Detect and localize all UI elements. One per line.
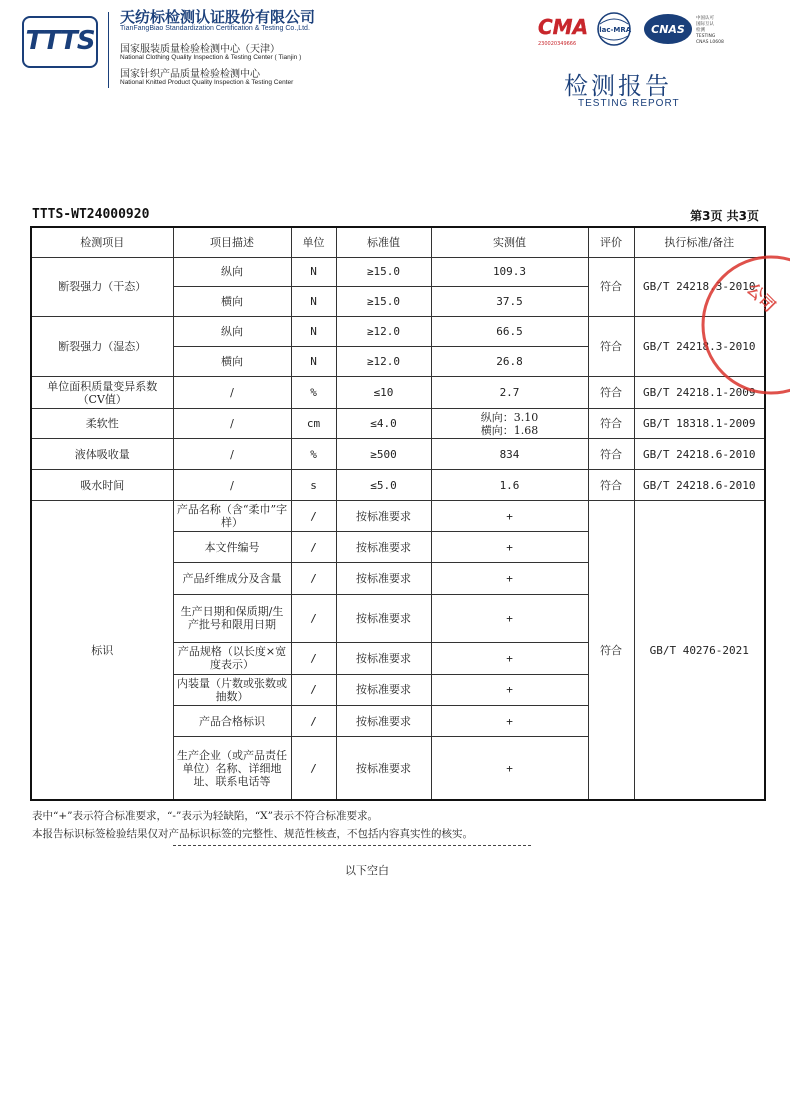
note-line: 表中“+”表示符合标准要求，“-”表示为轻缺陷，“X”表示不符合标准要求。 (32, 810, 379, 822)
value-cell: + (431, 562, 588, 594)
std-cell: 按标准要求 (336, 562, 431, 594)
header-cell: 单位 (291, 227, 336, 257)
unit-cell: / (291, 532, 336, 562)
value-cell: + (431, 674, 588, 705)
desc-cell: / (173, 470, 291, 501)
std-cell: ≤4.0 (336, 409, 431, 439)
end-marker: 以下空白 (345, 864, 389, 877)
center1-name-en: National Clothing Quality Inspection & Testing Center ( Tianjin ) (120, 54, 302, 61)
unit-cell: % (291, 376, 336, 408)
header-cell: 标准值 (336, 227, 431, 257)
value-cell: 109.3 (431, 257, 588, 286)
item-cell: 标识 (31, 501, 173, 800)
value-cell (431, 409, 588, 439)
results-table (30, 226, 766, 801)
std-cell: ≥15.0 (336, 257, 431, 286)
company-seal (696, 250, 790, 400)
unit-cell: N (291, 257, 336, 286)
center1-name-cn: 国家服装质量检验检测中心（天津） (120, 44, 280, 55)
std-cell: 按标准要求 (336, 532, 431, 562)
unit-cell: / (291, 674, 336, 705)
eval-cell: 符合 (588, 257, 634, 316)
value-cell: 2.7 (431, 376, 588, 408)
unit-cell: s (291, 470, 336, 501)
desc-cell: 横向 (173, 346, 291, 376)
item-cell: 断裂强力（干态） (31, 257, 173, 316)
value-line: 纵向：3.10 (480, 410, 539, 424)
unit-cell: / (291, 562, 336, 594)
item-cell: 单位面积质量变异系数（CV值） (31, 376, 173, 408)
desc-cell: 内装量（片数或张数或抽数） (173, 674, 291, 705)
cnas-logo (644, 14, 724, 45)
header-cell: 评价 (588, 227, 634, 257)
unit-cell: % (291, 439, 336, 470)
certification-logos (536, 12, 746, 48)
value-cell: + (431, 594, 588, 642)
desc-cell: 生产企业（或产品责任单位）名称、详细地址、联系电话等 (173, 737, 291, 800)
cnas-text-1: 中国认可 (696, 16, 714, 21)
desc-cell: 产品合格标识 (173, 706, 291, 737)
company-name-en: TianFangBiao Standardization Certification & Testing Co.,Ltd. (120, 25, 310, 32)
unit-cell: N (291, 286, 336, 316)
unit-cell: cm (291, 409, 336, 439)
std-cell: 按标准要求 (336, 594, 431, 642)
cnas-text-3: 检测 (696, 28, 705, 33)
logo-text: TTTS (25, 26, 95, 56)
table-row (31, 376, 765, 408)
header-cell: 执行标准/备注 (634, 227, 765, 257)
value-cell: + (431, 706, 588, 737)
unit-cell: / (291, 594, 336, 642)
unit-cell: / (291, 642, 336, 674)
cnas-text-2: 国际互认 (696, 22, 714, 27)
center2-name-en: National Knitted Product Quality Inspection & Testing Center (120, 79, 294, 86)
table-row (31, 409, 765, 439)
cma-text: CMA (538, 15, 589, 39)
ilac-text: ilac-MRA (596, 26, 632, 34)
table-row (31, 439, 765, 470)
report-number: TTTS-WT24000920 (32, 207, 150, 222)
cma-logo (538, 15, 588, 47)
header-cell: 项目描述 (173, 227, 291, 257)
item-cell: 液体吸收量 (31, 439, 173, 470)
unit-cell: N (291, 316, 336, 346)
company-logo (22, 16, 98, 68)
seal-text: 公司 (743, 279, 780, 316)
standard-cell: GB/T 24218.6-2010 (634, 439, 765, 470)
item-cell: 吸水时间 (31, 470, 173, 501)
unit-cell: / (291, 737, 336, 800)
eval-cell: 符合 (588, 439, 634, 470)
ilac-mra-logo (597, 13, 632, 45)
unit-cell: N (291, 346, 336, 376)
std-cell: ≥15.0 (336, 286, 431, 316)
cma-number: 230020349666 (538, 41, 577, 47)
note-line: 本报告标识标签检验结果仅对产品标识标签的完整性、规范性核查，不包括内容真实性的核实。 (32, 828, 473, 840)
desc-cell: 纵向 (173, 316, 291, 346)
std-cell: ≥12.0 (336, 346, 431, 376)
desc-cell: / (173, 409, 291, 439)
cnas-text: CNAS (651, 23, 685, 36)
standard-cell: GB/T 24218.1-2009 (634, 376, 765, 408)
std-cell: 按标准要求 (336, 737, 431, 800)
eval-cell: 符合 (588, 470, 634, 501)
unit-cell: / (291, 501, 336, 532)
desc-cell: 产品名称（含“柔巾”字样） (173, 501, 291, 532)
desc-cell: 产品纤维成分及含量 (173, 562, 291, 594)
value-cell: 834 (431, 439, 588, 470)
desc-cell: 横向 (173, 286, 291, 316)
table-row (31, 316, 765, 346)
table-row (31, 470, 765, 501)
std-cell: ≥500 (336, 439, 431, 470)
standard-cell: GB/T 24218.6-2010 (634, 470, 765, 501)
value-cell: + (431, 737, 588, 800)
std-cell: 按标准要求 (336, 501, 431, 532)
desc-cell: / (173, 439, 291, 470)
standard-cell: GB/T 24218.3-2010 (634, 257, 765, 316)
value-line: 横向：1.68 (480, 423, 539, 437)
value-cell: 1.6 (431, 470, 588, 501)
dashed-divider (173, 845, 531, 846)
std-cell: 按标准要求 (336, 674, 431, 705)
standard-cell: GB/T 18318.1-2009 (634, 409, 765, 439)
report-title-cn: 检测报告 (564, 72, 672, 100)
eval-cell: 符合 (588, 501, 634, 800)
report-title-en: TESTING REPORT (578, 98, 680, 109)
std-cell: ≥12.0 (336, 316, 431, 346)
desc-cell: / (173, 376, 291, 408)
value-cell: + (431, 532, 588, 562)
std-cell: 按标准要求 (336, 642, 431, 674)
value-cell: + (431, 642, 588, 674)
std-cell: ≤10 (336, 376, 431, 408)
eval-cell: 符合 (588, 316, 634, 376)
table-header-row (31, 227, 765, 257)
desc-cell: 生产日期和保质期/生产批号和限用日期 (173, 594, 291, 642)
page-info: 第3页 共3页 (690, 209, 759, 223)
table-row (31, 501, 765, 532)
cnas-text-4: TESTING (696, 34, 716, 39)
item-cell: 断裂强力（湿态） (31, 316, 173, 376)
std-cell: ≤5.0 (336, 470, 431, 501)
unit-cell: / (291, 706, 336, 737)
header-divider (108, 12, 109, 88)
standard-cell: GB/T 24218.3-2010 (634, 316, 765, 376)
item-cell: 柔软性 (31, 409, 173, 439)
desc-cell: 纵向 (173, 257, 291, 286)
value-cell: 26.8 (431, 346, 588, 376)
desc-cell: 产品规格（以长度×宽度表示） (173, 642, 291, 674)
eval-cell: 符合 (588, 376, 634, 408)
value-cell: 66.5 (431, 316, 588, 346)
header-cell: 实测值 (431, 227, 588, 257)
standard-cell: GB/T 40276-2021 (634, 501, 765, 800)
center2-name-cn: 国家针织产品质量检验检测中心 (120, 69, 260, 80)
table-row (31, 257, 765, 286)
desc-cell: 本文件编号 (173, 532, 291, 562)
std-cell: 按标准要求 (336, 706, 431, 737)
cnas-text-5: CNAS L0608 (696, 40, 724, 45)
company-name-cn: 天纺标检测认证股份有限公司 (120, 8, 316, 26)
eval-cell: 符合 (588, 409, 634, 439)
header-cell: 检测项目 (31, 227, 173, 257)
value-cell: 37.5 (431, 286, 588, 316)
value-cell: + (431, 501, 588, 532)
